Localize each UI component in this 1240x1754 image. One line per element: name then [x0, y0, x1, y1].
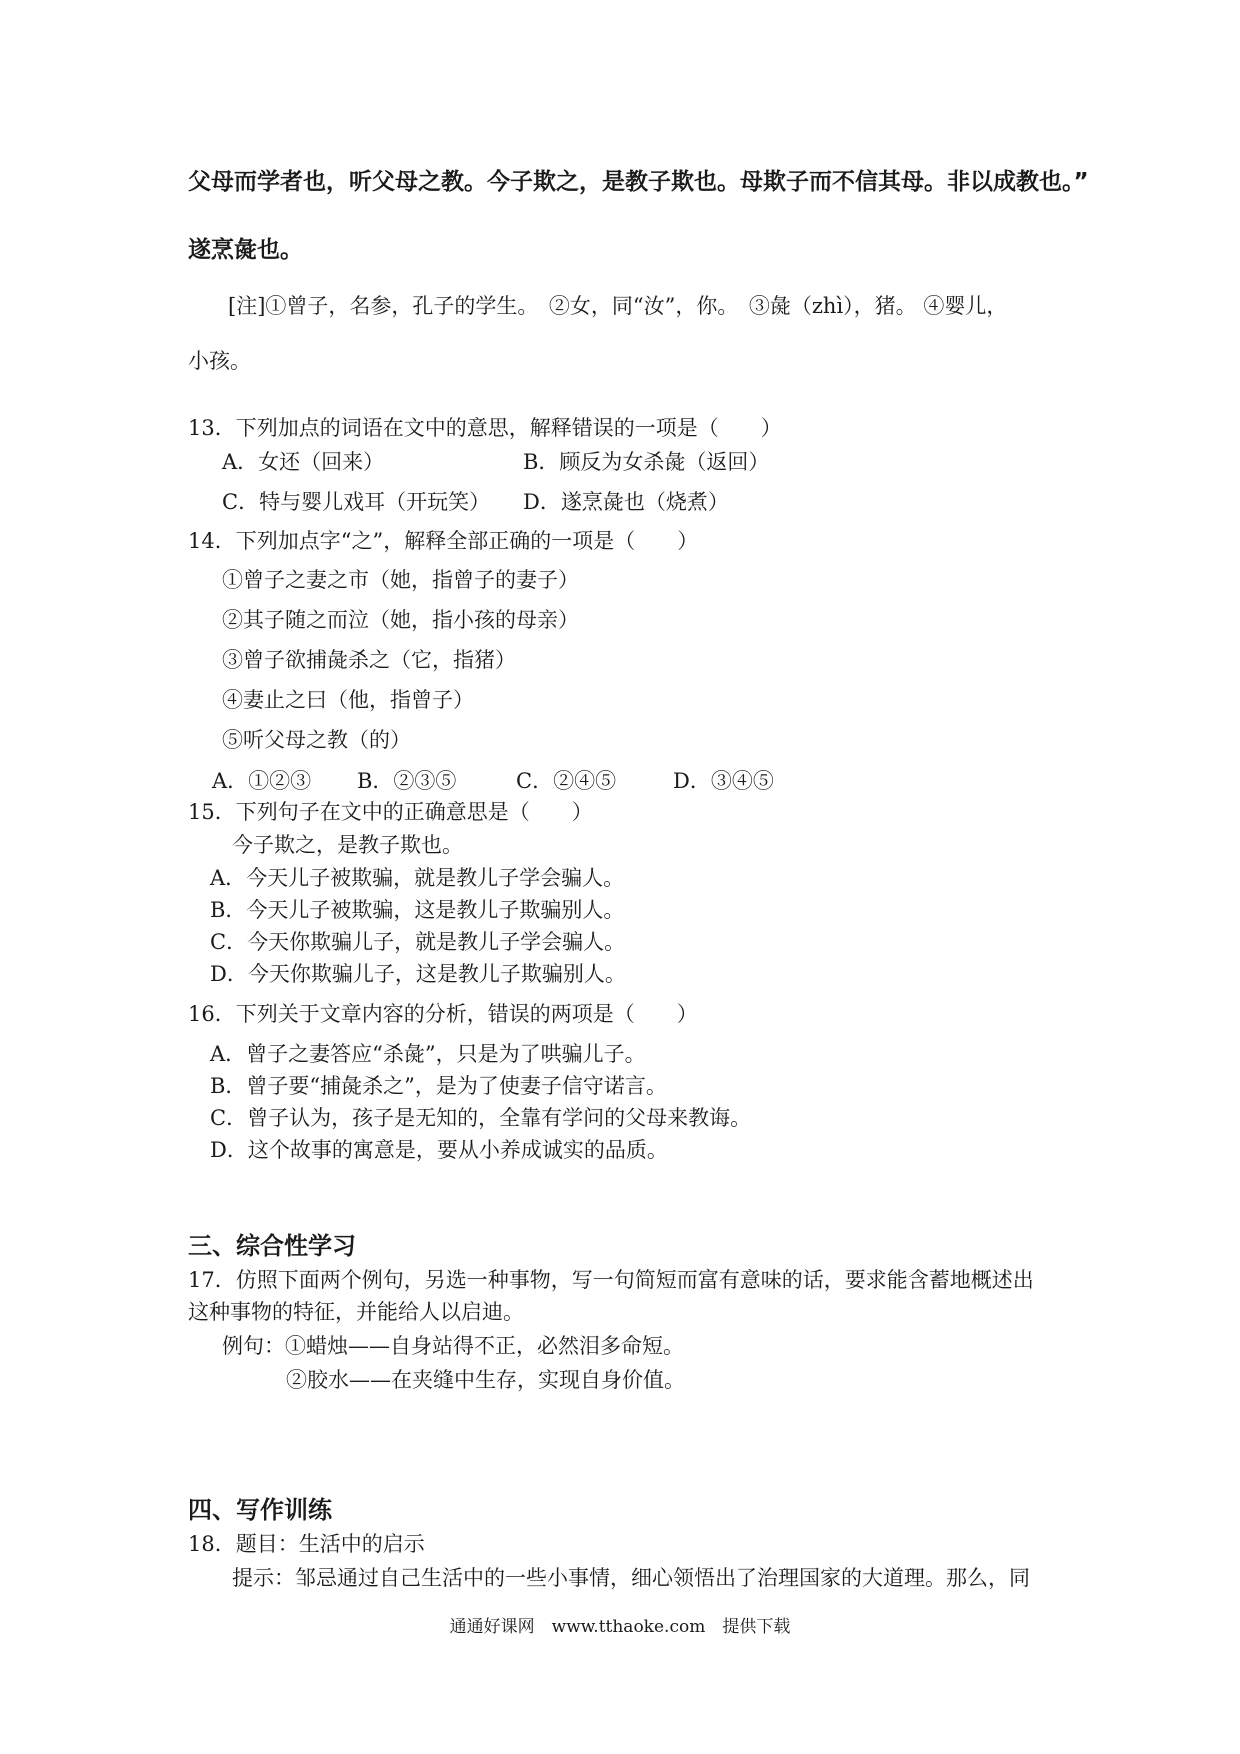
question-15-option: B．今天儿子被欺骗，这是教儿子欺骗别人。 [210, 898, 625, 922]
question-15-option: C．今天你欺骗儿子，就是教儿子学会骗人。 [210, 930, 626, 954]
question-14-option-d: D．③④⑤ [673, 769, 774, 793]
question-13-option-d: D．遂烹彘也（烧煮） [523, 490, 729, 514]
notes-line-2: 小孩。 [188, 349, 251, 373]
section-4-title: 四、写作训练 [188, 1496, 332, 1524]
question-15-quote: 今子欺之，是教子欺也。 [232, 833, 463, 857]
question-15-option: A．今天儿子被欺骗，就是教儿子学会骗人。 [210, 866, 625, 890]
question-16-stem: 16．下列关于文章内容的分析，错误的两项是（ ） [188, 1002, 698, 1026]
question-14-item: ⑤听父母之教（的） [222, 728, 411, 752]
question-14-item: ③曾子欲捕彘杀之（它，指猪） [222, 648, 516, 672]
notes-line-1: [注]①曾子，名参，孔子的学生。 ②女，同“汝”，你。 ③彘（zhì），猪。 ④婴儿， [228, 294, 1008, 318]
question-18-hint: 提示：邹忌通过自己生活中的一些小事情，细心领悟出了治理国家的大道理。那么，同 [232, 1566, 1030, 1590]
section-3-title: 三、综合性学习 [188, 1232, 356, 1260]
question-14-option-c: C．②④⑤ [516, 769, 617, 793]
question-13-option-c: C．特与婴儿戏耳（开玩笑） [222, 490, 491, 514]
question-14-option-b: B．②③⑤ [357, 769, 457, 793]
question-15-stem: 15．下列句子在文中的正确意思是（ ） [188, 800, 593, 824]
question-16-option: B．曾子要“捕彘杀之”，是为了使妻子信守诺言。 [210, 1074, 667, 1098]
question-14-stem: 14．下列加点字“之”，解释全部正确的一项是（ ） [188, 529, 699, 553]
question-13-option-b: B．顾反为女杀彘（返回） [523, 450, 770, 474]
question-18-title: 18．题目：生活中的启示 [188, 1532, 425, 1556]
question-13-option-a: A．女还（回来） [222, 450, 385, 474]
question-15-option: D．今天你欺骗儿子，这是教儿子欺骗别人。 [210, 962, 626, 986]
passage-line-1: 父母而学者也，听父母之教。今子欺之，是教子欺也。母欺子而不信其母。非以成教也。” [188, 169, 1089, 195]
question-13-stem: 13．下列加点的词语在文中的意思，解释错误的一项是（ ） [188, 416, 782, 440]
question-14-item: ④妻止之曰（他，指曾子） [222, 688, 474, 712]
question-14-item: ①曾子之妻之市（她，指曾子的妻子） [222, 568, 579, 592]
question-17-line-1: 17．仿照下面两个例句，另选一种事物，写一句简短而富有意味的话，要求能含蓄地概述出 [188, 1268, 1034, 1292]
question-17-example-1: 例句：①蜡烛——自身站得不正，必然泪多命短。 [222, 1334, 684, 1358]
question-14-item: ②其子随之而泣（她，指小孩的母亲） [222, 608, 579, 632]
passage-line-2: 遂烹彘也。 [188, 237, 303, 263]
question-16-option: C．曾子认为，孩子是无知的，全靠有学问的父母来教诲。 [210, 1106, 752, 1130]
question-16-option: A．曾子之妻答应“杀彘”，只是为了哄骗儿子。 [210, 1042, 646, 1066]
question-16-option: D．这个故事的寓意是，要从小养成诚实的品质。 [210, 1138, 668, 1162]
page-footer: 通通好课网 www.tthaoke.com 提供下载 [449, 1617, 791, 1637]
question-17-example-2: ②胶水——在夹缝中生存，实现自身价值。 [286, 1368, 685, 1392]
question-14-option-a: A．①②③ [212, 769, 312, 793]
question-17-line-2: 这种事物的特征，并能给人以启迪。 [188, 1300, 524, 1324]
